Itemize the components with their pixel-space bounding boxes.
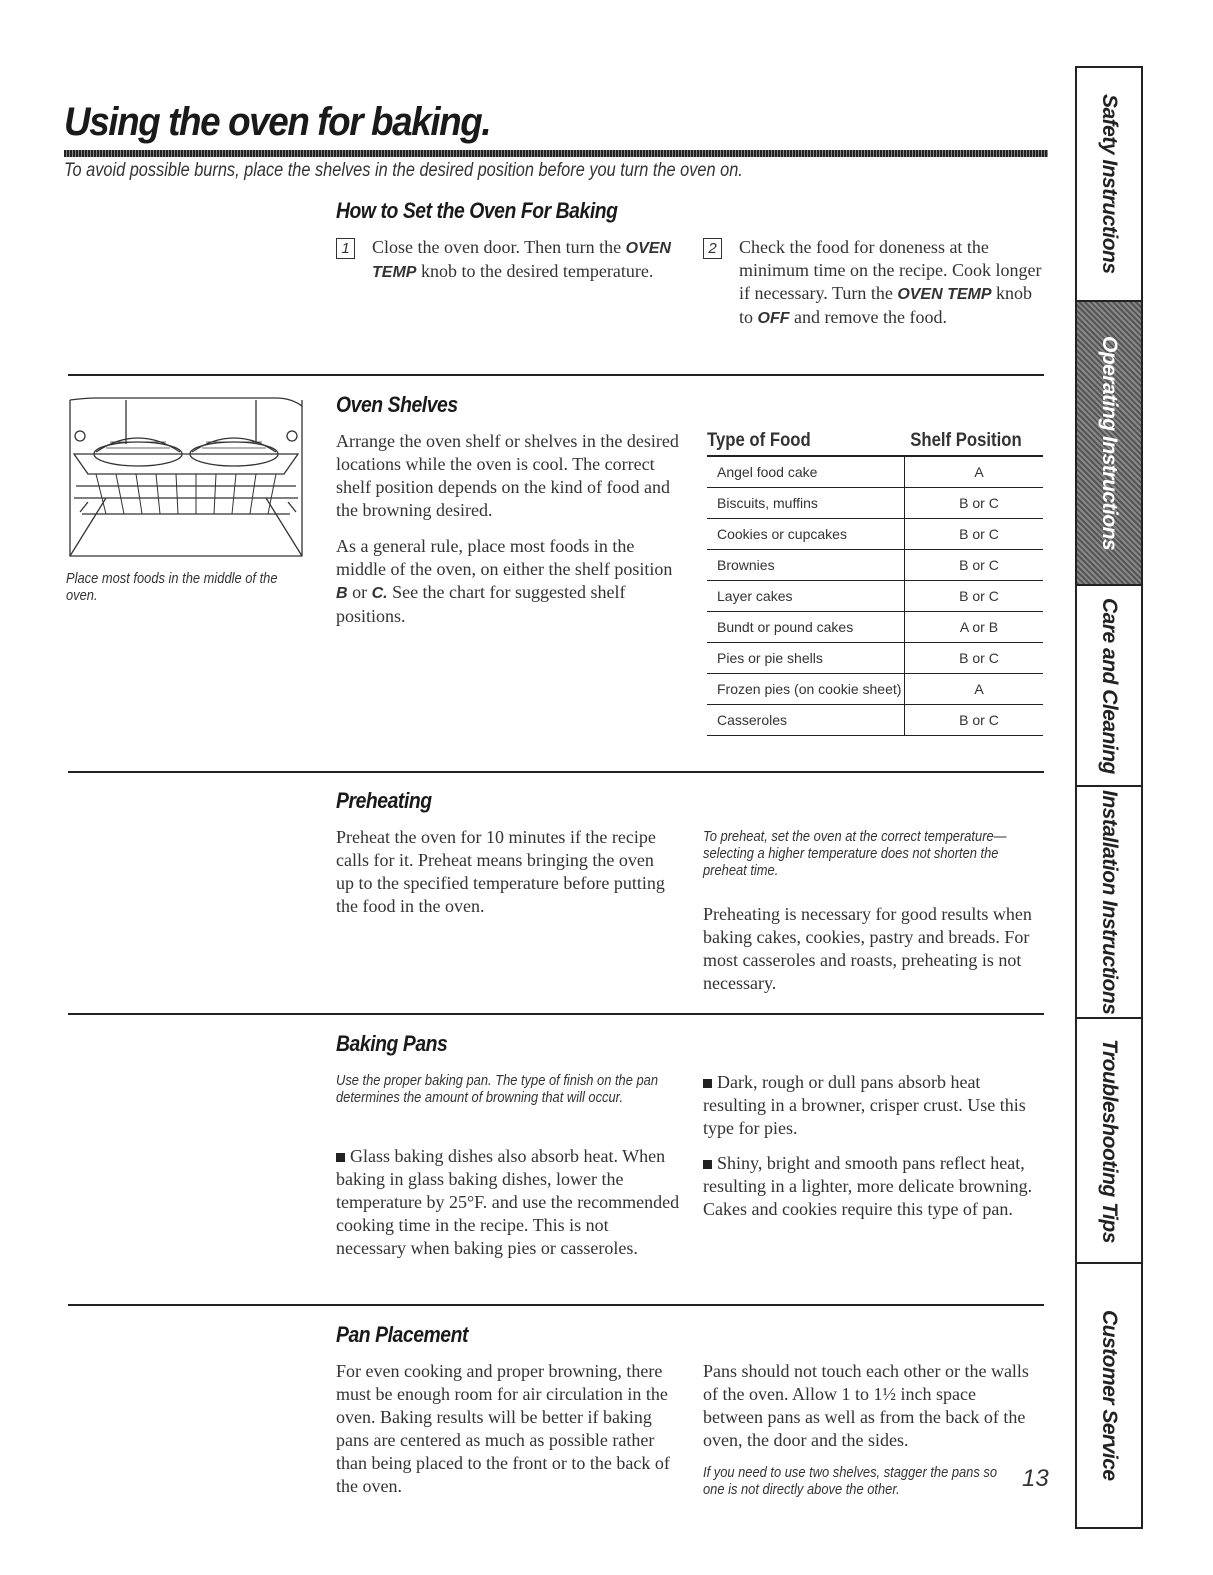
table-header-row — [707, 430, 1043, 456]
preheating-paragraph-1: Preheat the oven for 10 minutes if the recipe calls for it. Preheat means bringing the oven up to the specified temperature before putting the food in the oven. — [336, 827, 665, 916]
oven-shelf-illustration — [66, 394, 306, 566]
pan-placement-heading: Pan Placement — [336, 1322, 469, 1347]
shelf-c-keyword: C. — [371, 585, 388, 602]
title-rule — [64, 150, 1048, 157]
table-row: Biscuits, muffins B or C — [707, 488, 1043, 519]
table-row: Layer cakes B or C — [707, 581, 1043, 612]
shelf-b-keyword: B — [336, 585, 348, 602]
bullet-icon — [336, 1153, 345, 1162]
section-divider — [68, 1304, 1044, 1306]
tab-troubleshooting-tips[interactable]: Troubleshooting Tips — [1077, 1019, 1141, 1264]
oven-temp-keyword: OVEN TEMP — [897, 286, 992, 303]
section-divider — [68, 771, 1044, 773]
baking-pans-heading: Baking Pans — [336, 1031, 448, 1056]
step-1-number: 1 — [336, 238, 355, 259]
page-number: 13 — [1022, 1465, 1049, 1492]
oven-temp-keyword: OVEN TEMP — [372, 240, 671, 281]
position-column-header: Shelf Position — [905, 430, 1027, 456]
pan-placement-paragraph-2: Pans should not touch each other or the walls of the oven. Allow 1 to 1½ inch space between pans as well as from the back of the oven, the door and the sides. — [703, 1361, 1029, 1450]
table-row: Casseroles B or C — [707, 705, 1043, 736]
illustration-caption: Place most foods in the middle of the oven. — [66, 570, 278, 604]
tab-installation-instructions[interactable]: Installation Instructions — [1077, 787, 1141, 1019]
tab-customer-service[interactable]: Customer Service — [1098, 1310, 1121, 1481]
pan-placement-paragraph-1: For even cooking and proper browning, there must be enough room for air circulation in the oven. Baking results will be better if baking pans are centered as much as possible rather than being placed to the front or to the back of the oven. — [336, 1361, 670, 1496]
bullet-icon — [703, 1079, 712, 1088]
set-oven-heading: How to Set the Oven For Baking — [336, 198, 618, 223]
bullet-dark-pans: Dark, rough or dull pans absorb heat resulting in a browner, crisper crust. Use this type for pies. — [703, 1072, 1026, 1138]
tab-safety-instructions[interactable]: Safety Instructions — [1077, 68, 1141, 302]
section-divider — [68, 374, 1044, 376]
preheating-note: To preheat, set the oven at the correct temperature—selecting a higher temperature does not shorten the preheat time. — [703, 828, 1007, 879]
section-tabs — [1075, 66, 1143, 1529]
tab-care-and-cleaning[interactable]: Care and Cleaning — [1077, 586, 1141, 787]
page-title: Using the oven for baking. — [64, 100, 491, 144]
baking-pans-note: Use the proper baking pan. The type of finish on the pan determines the amount of browning that will occur. — [336, 1072, 659, 1106]
oven-shelves-paragraph-1: Arrange the oven shelf or shelves in the desired locations while the oven is cool. The correct shelf position depends on the kind of food and the browning desired. — [336, 431, 679, 520]
shelf-position-table — [707, 430, 1043, 736]
step-2: 2 Check the food for doneness at the minimum time on the recipe. Cook longer if necessary. Turn the OVEN TEMP knob to OFF and remove the food. — [703, 236, 1049, 330]
table-row: Cookies or cupcakes B or C — [707, 519, 1043, 550]
bullet-icon — [703, 1160, 712, 1169]
bullet-shiny-pans: Shiny, bright and smooth pans reflect heat, resulting in a lighter, more delicate browning. Cakes and cookies require this type of pan. — [703, 1153, 1033, 1219]
table-row: Brownies B or C — [707, 550, 1043, 581]
oven-shelves-paragraph-2: As a general rule, place most foods in the middle of the oven, on either the shelf position B or C. See the chart for suggested shelf positions. — [336, 536, 673, 626]
intro-warning: To avoid possible burns, place the shelves in the desired position before you turn the oven on. — [64, 160, 743, 181]
food-column-header: Type of Food — [707, 430, 881, 456]
oven-shelves-heading: Oven Shelves — [336, 392, 458, 417]
preheating-heading: Preheating — [336, 788, 432, 813]
bullet-glass-dishes: Glass baking dishes also absorb heat. When baking in glass baking dishes, lower the temperature by 25°F. and use the recommended cooking time in the recipe. This is not necessary when baking pies or casseroles. — [336, 1146, 680, 1258]
step-2-number: 2 — [703, 238, 722, 259]
table-row: Bundt or pound cakes A or B — [707, 612, 1043, 643]
step-1: 1 Close the oven door. Then turn the OVEN TEMP knob to the desired temperature. — [336, 236, 702, 284]
table-row: Angel food cake A — [707, 456, 1043, 488]
preheating-paragraph-2: Preheating is necessary for good results when baking cakes, cookies, pastry and breads. For most casseroles and roasts, preheating is not necessary. — [703, 904, 1032, 993]
tab-operating-instructions[interactable]: Operating Instructions — [1077, 302, 1141, 586]
table-row: Frozen pies (on cookie sheet) A — [707, 674, 1043, 705]
off-keyword: OFF — [757, 310, 790, 327]
section-divider — [68, 1013, 1044, 1015]
table-row: Pies or pie shells B or C — [707, 643, 1043, 674]
pan-placement-note: If you need to use two shelves, stagger the pans so one is not directly above the other. — [703, 1464, 998, 1498]
